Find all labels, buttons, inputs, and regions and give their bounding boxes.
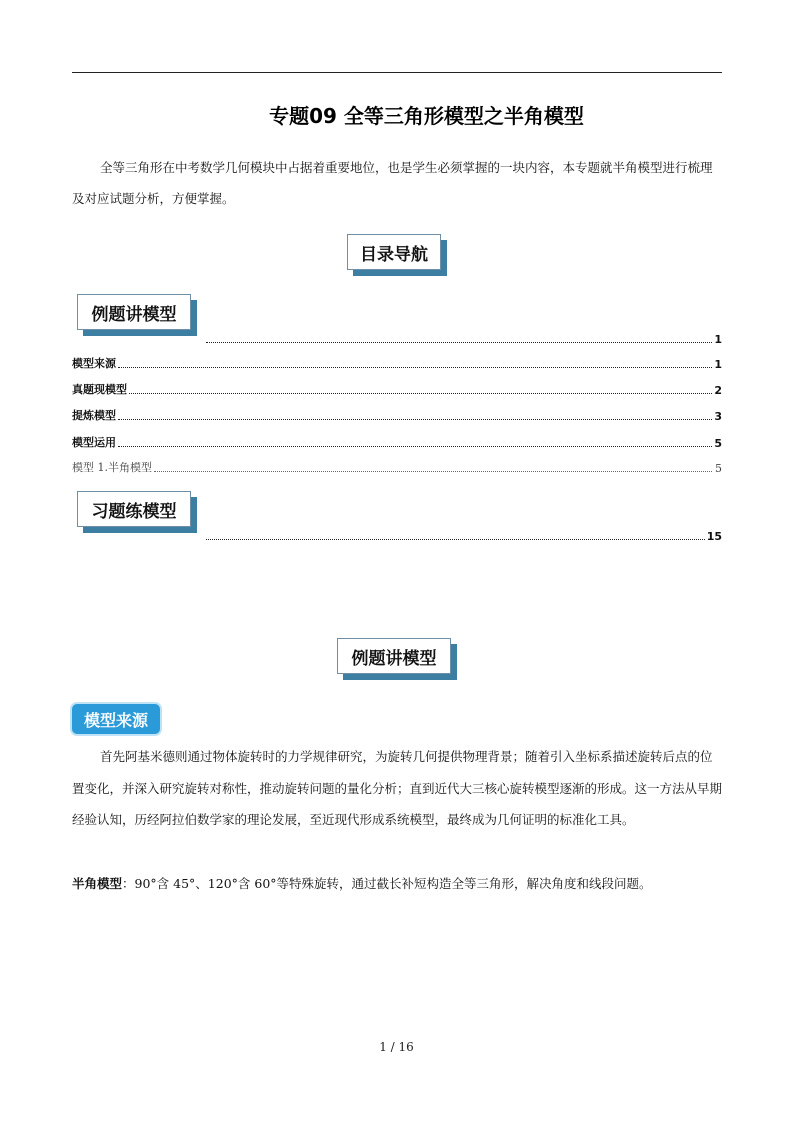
toc-page-number: 3	[714, 410, 722, 423]
toc-page-number: 2	[714, 384, 722, 397]
intro-paragraph: 全等三角形在中考数学几何模块中占据着重要地位，也是学生必须掌握的一块内容，本专题就半角模型进行梳理及对应试题分析，方便掌握。	[72, 160, 713, 206]
toc-section2-box: 习题练模型	[77, 491, 191, 527]
page-indicator: 1 / 16	[379, 1040, 414, 1054]
toc-page-number: 1	[714, 333, 722, 346]
half-angle-definition	[72, 868, 722, 899]
half-angle-text: ：90°含 45°、120°含 60°等特殊旋转，通过截长补短构造全等三角形，解决角度和线段问题。	[122, 876, 652, 891]
page-title: 专题09 全等三角形模型之半角模型	[269, 104, 584, 128]
toc-item-label: 真题现模型	[72, 383, 127, 396]
toc-item-label: 提炼模型	[72, 409, 116, 422]
dot-leader	[118, 446, 712, 447]
dot-leader	[154, 471, 712, 472]
toc-row-section2[interactable]	[204, 527, 722, 543]
toc-item-label: 模型运用	[72, 436, 116, 449]
toc-page-number: 15	[706, 530, 722, 543]
dot-leader	[206, 539, 705, 540]
dot-leader	[129, 393, 712, 394]
toc-item-label: 模型 1.半角模型	[72, 461, 152, 474]
toc-page-number: 5	[714, 437, 722, 450]
dot-leader	[118, 367, 712, 368]
model-source-paragraph: 首先阿基米德则通过物体旋转时的力学规律研究，为旋转几何提供物理背景；随着引入坐标系描述旋转后点的位置变化，并深入研究旋转对称性，推动旋转问题的量化分析；直到近代大三核心旋转模型逐渐的形成。这一方法从早期经验认知，历经阿拉伯数学家的理论发展，至近现代形成系统模型，最终成为几何证明的标准化工具。	[72, 749, 723, 827]
dot-leader	[206, 342, 712, 343]
toc-item-label: 模型来源	[72, 357, 116, 370]
toc-heading-box: 目录导航	[347, 234, 441, 270]
section-heading-box: 例题讲模型	[337, 638, 451, 674]
toc-row-model-source[interactable]	[72, 355, 722, 371]
toc-row-refine-model[interactable]	[72, 407, 722, 423]
toc-row-real-exam[interactable]	[72, 381, 722, 397]
toc-row-section1[interactable]	[204, 330, 722, 346]
toc-row-model-apply[interactable]	[72, 434, 722, 450]
toc-row-model-1[interactable]	[72, 459, 722, 475]
toc-page-number: 1	[714, 358, 722, 371]
half-angle-label: 半角模型	[72, 876, 123, 891]
header-rule	[72, 72, 722, 73]
model-source-badge: 模型来源	[72, 704, 160, 734]
toc-section1-box: 例题讲模型	[77, 294, 191, 330]
toc-page-number: 5	[715, 462, 722, 475]
dot-leader	[118, 419, 712, 420]
